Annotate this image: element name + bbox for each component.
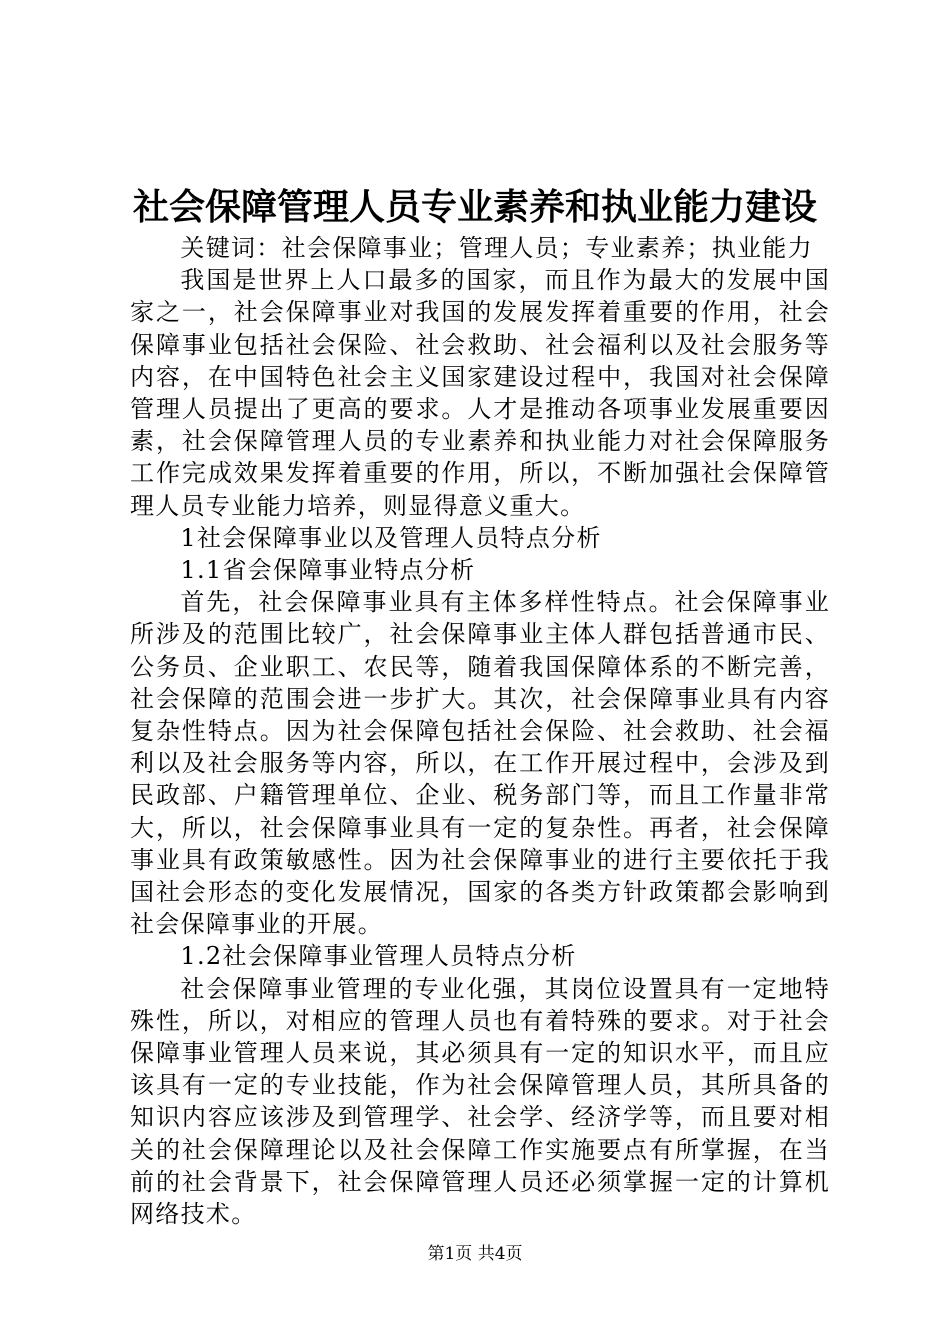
section-heading-1-1: 1.1省会保障事业特点分析 [180,556,476,585]
document-title: 社会保障管理人员专业素养和执业能力建设 [132,186,817,228]
paragraph-intro: 我国是世界上人口最多的国家，而且作为最大的发展中国家之一，社会保障事业对我国的发展发挥着重要的作用，社会保障事业包括社会保险、社会救助、社会福利以及社会服务等内容，在中国特色社会主义国家建设过程中，我国对社会保障管理人员提出了更高的要求。人才是推动各项事业发展重要因素，社会保障管理人员的专业素养和执业能力对社会保障服务工作完成效果发挥着重要的作用，所以，不断加强社会保障管理人员专业能力培养，则显得意义重大。 [130,266,830,520]
paragraph-1-2: 社会保障事业管理的专业化强，其岗位设置具有一定地特殊性，所以，对相应的管理人员也有着特殊的要求。对于社会保障事业管理人员来说，其必须具有一定的知识水平，而且应该具有一定的专业技能，作为社会保障管理人员，其所具备的知识内容应该涉及到管理学、社会学、经济学等，而且要对相关的社会保障理论以及社会保障工作实施要点有所掌握，在当前的社会背景下，社会保障管理人员还必须掌握一定的计算机网络技术。 [130,974,830,1229]
keywords-line: 关键词：社会保障事业；管理人员；专业素养；执业能力 [180,234,813,262]
section-heading-1: 1社会保障事业以及管理人员特点分析 [180,523,602,552]
paragraph-1-1: 首先，社会保障事业具有主体多样性特点。社会保障事业所涉及的范围比较广，社会保障事业主体人群包括普通市民、公务员、企业职工、农民等，随着我国保障体系的不断完善，社会保障的范围会进一步扩大。其次，社会保障事业具有内容复杂性特点。因为社会保障包括社会保险、社会救助、社会福利以及社会服务等内容，所以，在工作开展过程中，会涉及到民政部、户籍管理单位、企业、税务部门等，而且工作量非常大，所以，社会保障事业具有一定的复杂性。再者，社会保障事业具有政策敏感性。因为社会保障事业的进行主要依托于我国社会形态的变化发展情况，国家的各类方针政策都会影响到社会保障事业的开展。 [130,588,830,939]
section-heading-1-2: 1.2社会保障事业管理人员特点分析 [180,942,577,971]
page-footer: 第1页 共4页 [427,1244,523,1264]
document-body [130,232,830,1230]
